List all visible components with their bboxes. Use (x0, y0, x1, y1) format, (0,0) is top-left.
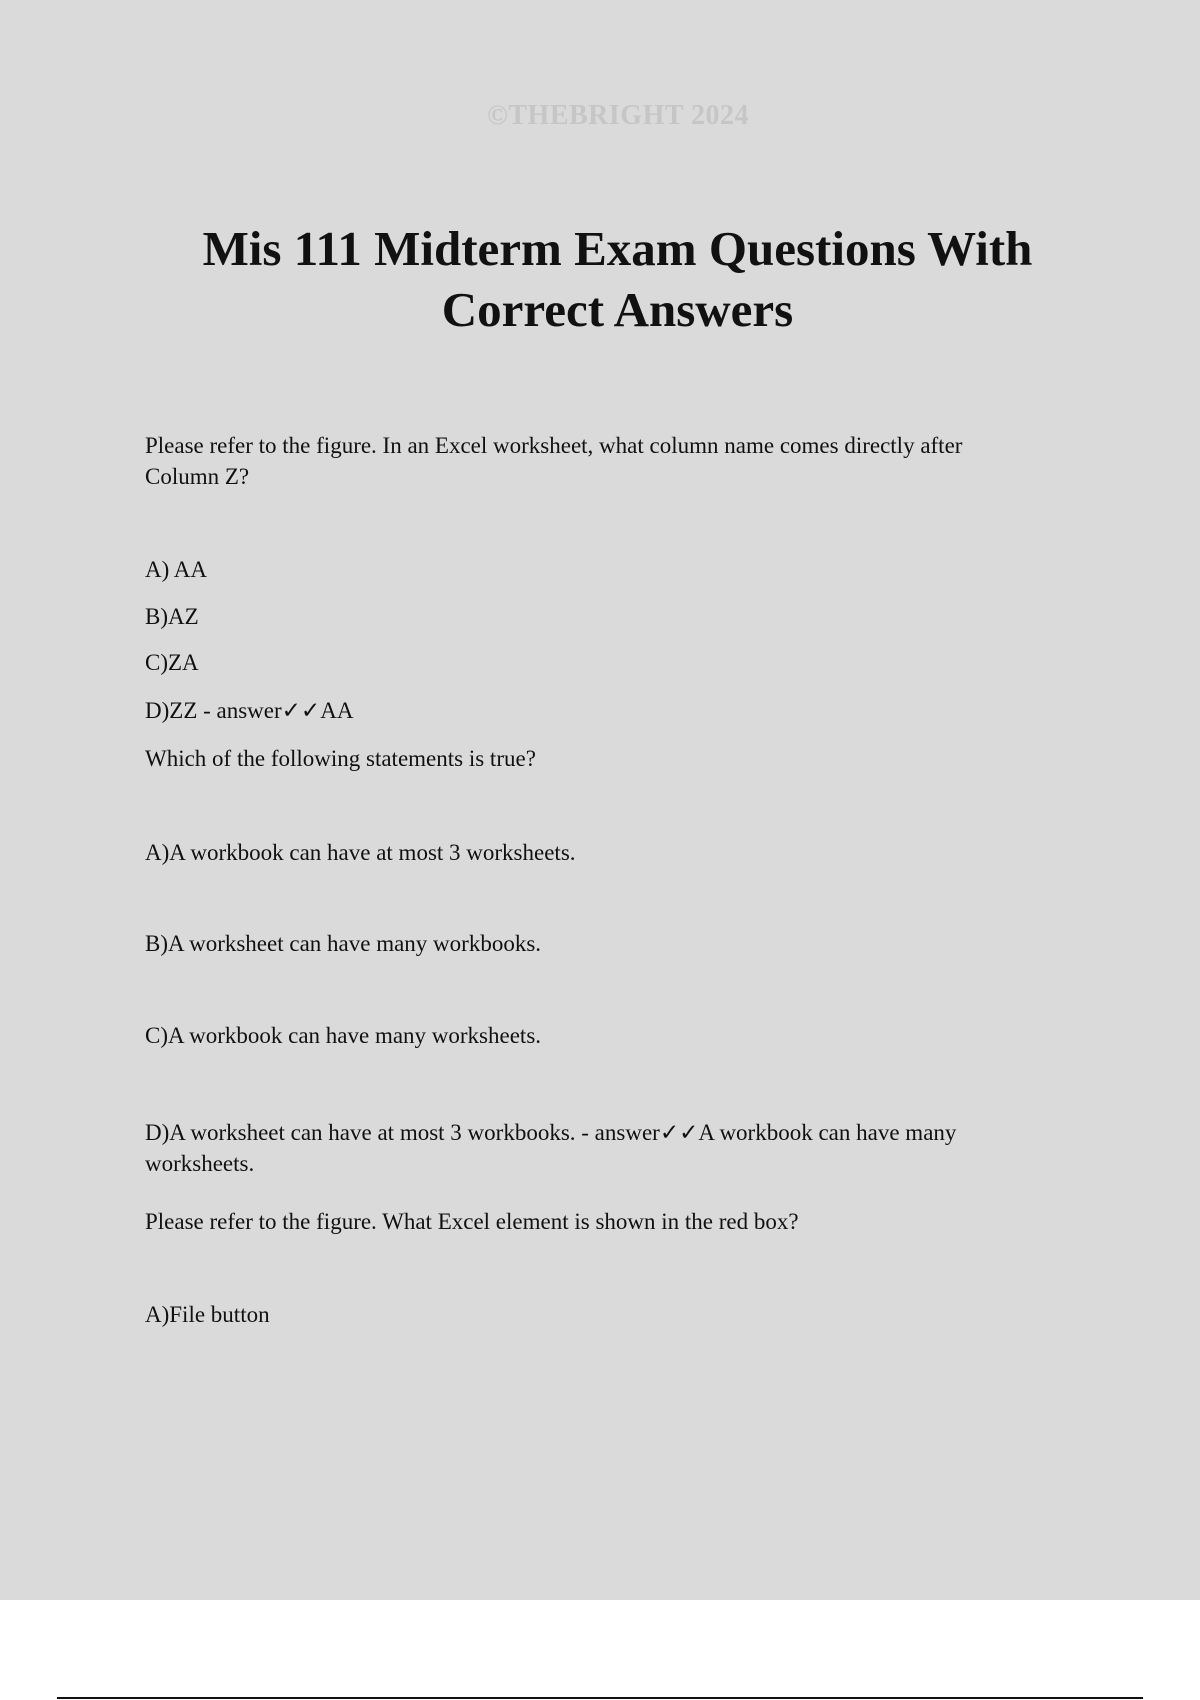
question-2-option-b: B)A worksheet can have many workbooks. (145, 931, 542, 956)
title-line-1: Mis 111 Midterm Exam Questions With (202, 221, 1033, 276)
question-2-option-a: A)A workbook can have at most 3 worksheets. (145, 840, 576, 865)
question-1-option-b: B)AZ (145, 604, 199, 629)
question-2-text: Which of the following statements is true? (145, 746, 536, 771)
question-1-option-d: D)ZZ - answer✓✓AA (145, 698, 354, 723)
page-title (150, 218, 1085, 340)
question-2-option-d: D)A worksheet can have at most 3 workbooks. - answer✓✓A workbook can have many worksheets. (145, 1120, 957, 1176)
title-line-2: Correct Answers (441, 282, 794, 337)
question-1-option-c: C)ZA (145, 650, 199, 675)
question-2-option-c: C)A workbook can have many worksheets. (145, 1023, 542, 1048)
question-3-text: Please refer to the figure. What Excel element is shown in the red box? (145, 1209, 799, 1234)
question-1-text: Please refer to the figure. In an Excel worksheet, what column name comes directly after Column Z? (145, 433, 963, 489)
question-1-option-a: A) AA (145, 557, 207, 582)
watermark: ©THEBRIGHT 2024 (486, 100, 750, 131)
question-3-option-a: A)File button (145, 1302, 270, 1327)
footer-divider (57, 1697, 1143, 1699)
